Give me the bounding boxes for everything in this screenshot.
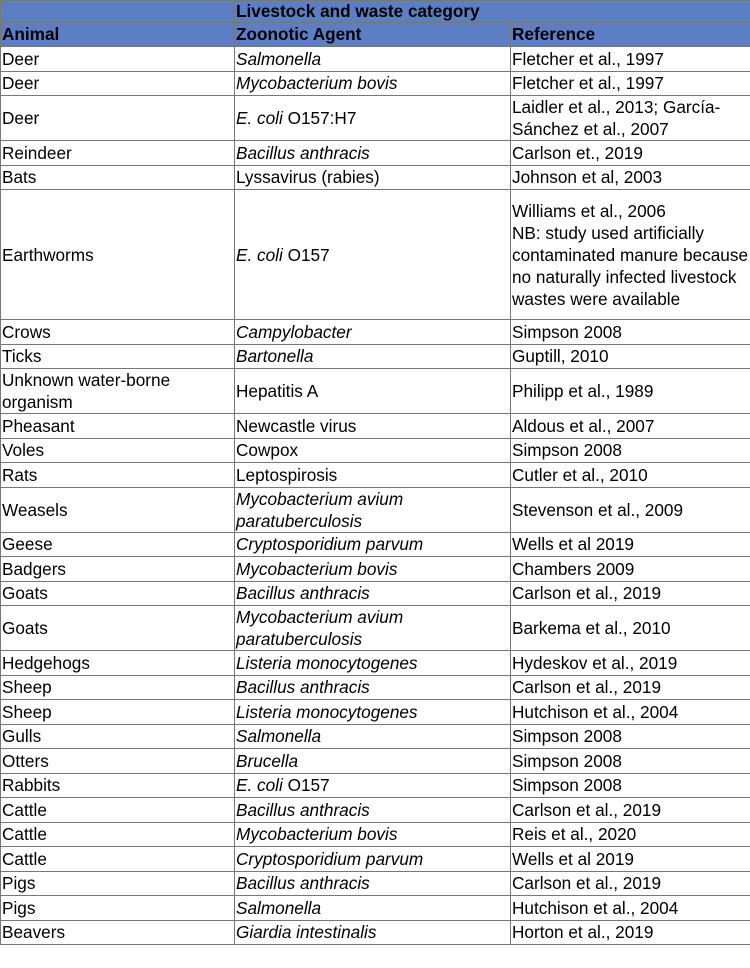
table-row xyxy=(1,581,750,606)
agent-italic-name: Listeria monocytogenes xyxy=(236,701,418,722)
cell-animal: Deer xyxy=(1,47,235,72)
column-header-zoonotic-agent: Zoonotic Agent xyxy=(235,23,511,47)
cell-zoonotic-agent xyxy=(235,557,511,582)
table-row xyxy=(1,606,750,651)
cell-animal: Goats xyxy=(1,606,235,651)
reference-text: Simpson 2008 xyxy=(512,750,622,771)
cell-animal: Cattle xyxy=(1,847,235,872)
cell-zoonotic-agent xyxy=(235,487,511,532)
reference-text: Johnson et al, 2003 xyxy=(512,167,663,188)
cell-animal: Weasels xyxy=(1,487,235,532)
cell-zoonotic-agent xyxy=(235,190,511,320)
agent-plain-name: O157:H7 xyxy=(282,108,357,128)
cell-zoonotic-agent xyxy=(235,71,511,96)
agent-italic-name: Giardia intestinalis xyxy=(236,922,377,943)
table-row xyxy=(1,532,750,557)
table-row xyxy=(1,190,750,320)
cell-animal: Voles xyxy=(1,438,235,463)
cell-animal: Earthworms xyxy=(1,190,235,320)
agent-italic-name: Bacillus anthracis xyxy=(236,873,370,894)
reference-text: Philipp et al., 1989 xyxy=(512,381,654,401)
table-row xyxy=(1,700,750,725)
cell-animal: Sheep xyxy=(1,700,235,725)
column-header-reference: Reference xyxy=(511,23,750,47)
cell-reference xyxy=(511,96,750,141)
agent-italic-name: Cryptosporidium parvum xyxy=(236,534,424,555)
reference-text: Fletcher et al., 1997 xyxy=(512,48,664,69)
cell-reference xyxy=(511,141,750,166)
table-row xyxy=(1,773,750,798)
cell-animal: Deer xyxy=(1,96,235,141)
table-row xyxy=(1,724,750,749)
cell-reference xyxy=(511,463,750,488)
column-header-animal: Animal xyxy=(1,23,235,47)
agent-italic-name: Listeria monocytogenes xyxy=(236,652,418,673)
cell-animal: Gulls xyxy=(1,724,235,749)
reference-text: Barkema et al., 2010 xyxy=(512,618,671,638)
agent-plain-name: Cowpox xyxy=(236,440,299,461)
cell-reference xyxy=(511,606,750,651)
table-row xyxy=(1,871,750,896)
cell-animal: Geese xyxy=(1,532,235,557)
cell-zoonotic-agent xyxy=(235,532,511,557)
cell-reference xyxy=(511,557,750,582)
cell-zoonotic-agent xyxy=(235,463,511,488)
agent-italic-name: Mycobacterium bovis xyxy=(236,73,398,94)
table-row xyxy=(1,438,750,463)
cell-zoonotic-agent xyxy=(235,47,511,72)
agent-italic-name: E. coli xyxy=(236,244,283,265)
agent-italic-name: Bacillus anthracis xyxy=(236,677,370,698)
cell-reference xyxy=(511,700,750,725)
reference-text: Carlson et al., 2019 xyxy=(512,799,662,820)
cell-reference xyxy=(511,47,750,72)
cell-animal: Otters xyxy=(1,749,235,774)
reference-text: Simpson 2008 xyxy=(512,440,622,461)
cell-animal: Hedgehogs xyxy=(1,651,235,676)
table-row xyxy=(1,369,750,414)
cell-reference xyxy=(511,414,750,439)
cell-zoonotic-agent xyxy=(235,344,511,369)
cell-animal: Bats xyxy=(1,165,235,190)
cell-reference xyxy=(511,344,750,369)
reference-text: Wells et al 2019 xyxy=(512,848,634,869)
agent-italic-name: Salmonella xyxy=(236,897,322,918)
cell-reference xyxy=(511,798,750,823)
reference-text: Simpson 2008 xyxy=(512,775,622,796)
cell-animal: Rabbits xyxy=(1,773,235,798)
cell-zoonotic-agent xyxy=(235,847,511,872)
cell-reference xyxy=(511,581,750,606)
cell-zoonotic-agent xyxy=(235,651,511,676)
cell-animal: Reindeer xyxy=(1,141,235,166)
cell-reference xyxy=(511,871,750,896)
agent-plain-name: Newcastle virus xyxy=(236,415,357,436)
table-row xyxy=(1,487,750,532)
reference-text: Reis et al., 2020 xyxy=(512,824,637,845)
table-row xyxy=(1,47,750,72)
table-row xyxy=(1,896,750,921)
table-row xyxy=(1,822,750,847)
reference-text: Stevenson et al., 2009 xyxy=(512,499,684,520)
cell-animal: Cattle xyxy=(1,798,235,823)
cell-zoonotic-agent xyxy=(235,320,511,345)
reference-text: Horton et al., 2019 xyxy=(512,922,654,943)
cell-zoonotic-agent xyxy=(235,414,511,439)
reference-text: Cutler et al., 2010 xyxy=(512,464,648,485)
banner-spacer xyxy=(1,1,235,23)
agent-plain-name: Leptospirosis xyxy=(236,464,338,485)
table-banner: Livestock and waste category xyxy=(235,1,750,23)
cell-animal: Badgers xyxy=(1,557,235,582)
agent-italic-name: Bartonella xyxy=(236,346,314,367)
table-row xyxy=(1,344,750,369)
agent-italic-name: Mycobacterium bovis xyxy=(236,558,398,579)
cell-reference xyxy=(511,190,750,320)
cell-zoonotic-agent xyxy=(235,822,511,847)
cell-reference xyxy=(511,675,750,700)
cell-reference xyxy=(511,165,750,190)
cell-animal: Deer xyxy=(1,71,235,96)
cell-reference xyxy=(511,822,750,847)
reference-text: Aldous et al., 2007 xyxy=(512,415,655,436)
reference-text: Guptill, 2010 xyxy=(512,346,609,367)
cell-reference xyxy=(511,773,750,798)
cell-reference xyxy=(511,896,750,921)
cell-reference xyxy=(511,369,750,414)
agent-plain-name: Hepatitis A xyxy=(236,381,319,401)
cell-reference xyxy=(511,847,750,872)
cell-reference xyxy=(511,487,750,532)
table-row xyxy=(1,165,750,190)
cell-zoonotic-agent xyxy=(235,165,511,190)
cell-animal: Sheep xyxy=(1,675,235,700)
table-row xyxy=(1,414,750,439)
table-row xyxy=(1,463,750,488)
reference-text: Carlson et al., 2019 xyxy=(512,677,662,698)
cell-animal: Pigs xyxy=(1,871,235,896)
agent-italic-name: Bacillus anthracis xyxy=(236,799,370,820)
table-row xyxy=(1,96,750,141)
agent-italic-name: Bacillus anthracis xyxy=(236,142,370,163)
table-row xyxy=(1,749,750,774)
reference-text: Wells et al 2019 xyxy=(512,534,634,555)
cell-zoonotic-agent xyxy=(235,581,511,606)
cell-zoonotic-agent xyxy=(235,96,511,141)
agent-italic-name: Mycobacterium bovis xyxy=(236,824,398,845)
agent-plain-name: O157 xyxy=(282,775,330,796)
reference-text: Hutchison et al., 2004 xyxy=(512,897,679,918)
table-row xyxy=(1,651,750,676)
cell-zoonotic-agent xyxy=(235,675,511,700)
agent-italic-name: Salmonella xyxy=(236,48,322,69)
table-row xyxy=(1,675,750,700)
agent-italic-name: Salmonella xyxy=(236,726,322,747)
reference-text: Carlson et al., 2019 xyxy=(512,583,662,604)
cell-reference xyxy=(511,651,750,676)
cell-reference xyxy=(511,71,750,96)
cell-animal: Ticks xyxy=(1,344,235,369)
agent-italic-name: Bacillus anthracis xyxy=(236,583,370,604)
table-row xyxy=(1,320,750,345)
reference-text: Chambers 2009 xyxy=(512,558,635,579)
table-row xyxy=(1,557,750,582)
cell-reference xyxy=(511,920,750,945)
cell-zoonotic-agent xyxy=(235,896,511,921)
reference-text: Hutchison et al., 2004 xyxy=(512,701,679,722)
agent-italic-name: Campylobacter xyxy=(236,321,352,342)
table-row xyxy=(1,71,750,96)
agent-plain-name: O157 xyxy=(282,244,330,265)
cell-animal: Rats xyxy=(1,463,235,488)
cell-zoonotic-agent xyxy=(235,749,511,774)
cell-reference xyxy=(511,320,750,345)
agent-italic-name: Mycobacterium avium paratuberculosis xyxy=(236,607,404,649)
cell-zoonotic-agent xyxy=(235,920,511,945)
cell-zoonotic-agent xyxy=(235,606,511,651)
cell-zoonotic-agent xyxy=(235,724,511,749)
reference-text: Williams et al., 2006 xyxy=(512,200,666,221)
agent-italic-name: Cryptosporidium parvum xyxy=(236,848,424,869)
cell-zoonotic-agent xyxy=(235,798,511,823)
reference-text: Hydeskov et al., 2019 xyxy=(512,652,678,673)
cell-animal: Goats xyxy=(1,581,235,606)
cell-animal: Crows xyxy=(1,320,235,345)
agent-plain-name: Lyssavirus (rabies) xyxy=(236,167,380,188)
cell-animal: Pigs xyxy=(1,896,235,921)
cell-zoonotic-agent xyxy=(235,369,511,414)
table-row xyxy=(1,798,750,823)
cell-zoonotic-agent xyxy=(235,773,511,798)
cell-animal: Beavers xyxy=(1,920,235,945)
cell-reference xyxy=(511,532,750,557)
cell-animal: Pheasant xyxy=(1,414,235,439)
reference-text: Fletcher et al., 1997 xyxy=(512,73,664,94)
cell-zoonotic-agent xyxy=(235,700,511,725)
table-row xyxy=(1,847,750,872)
reference-text: Simpson 2008 xyxy=(512,321,622,342)
agent-italic-name: Brucella xyxy=(236,750,299,771)
table-body xyxy=(1,47,750,945)
reference-text: Simpson 2008 xyxy=(512,726,622,747)
cell-animal: Cattle xyxy=(1,822,235,847)
agent-italic-name: Mycobacterium avium paratuberculosis xyxy=(236,488,404,531)
cell-reference xyxy=(511,438,750,463)
cell-reference xyxy=(511,749,750,774)
reference-text: Carlson et., 2019 xyxy=(512,142,643,163)
cell-zoonotic-agent xyxy=(235,141,511,166)
table-row xyxy=(1,141,750,166)
cell-animal: Unknown water-borne organism xyxy=(1,369,235,414)
table-row xyxy=(1,920,750,945)
cell-reference xyxy=(511,724,750,749)
cell-zoonotic-agent xyxy=(235,438,511,463)
reference-note: NB: study used artificially contaminated manure because no naturally infected livestock wastes were available xyxy=(512,222,749,309)
reference-text: Laidler et al., 2013; García-Sánchez et al., 2007 xyxy=(512,97,721,139)
cell-zoonotic-agent xyxy=(235,871,511,896)
agent-italic-name: E. coli xyxy=(236,108,283,128)
reference-text: Carlson et al., 2019 xyxy=(512,873,662,894)
agent-italic-name: E. coli xyxy=(236,775,283,796)
